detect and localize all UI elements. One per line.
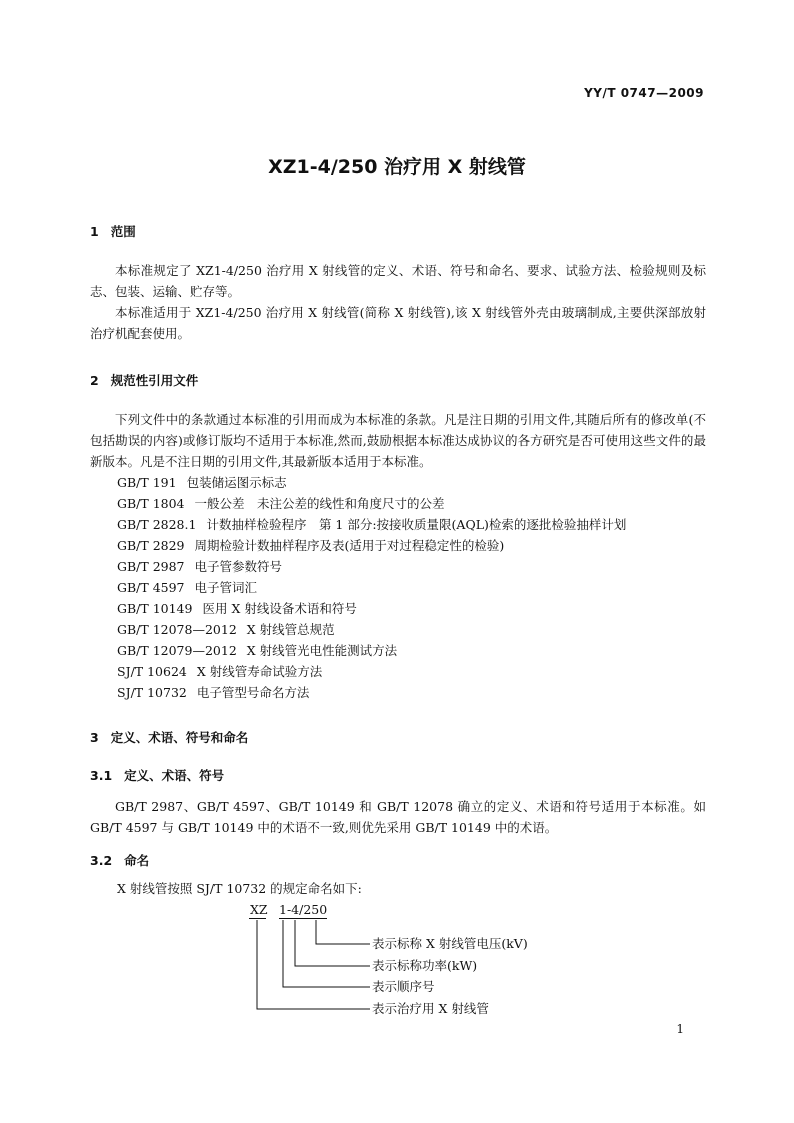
- reference-code: GB/T 12078—2012: [117, 622, 237, 637]
- document-title: XZ1-4/250 治疗用 X 射线管: [268, 156, 526, 178]
- leader-voltage: [316, 920, 370, 944]
- reference-code: GB/T 12079—2012: [117, 643, 237, 658]
- reference-title: 医用 X 射线设备术语和符号: [202, 601, 357, 616]
- reference-code: GB/T 4597: [117, 580, 185, 595]
- section-3-2-number: 3.2: [90, 853, 113, 868]
- legend-voltage: 表示标称 X 射线管电压(kV): [372, 936, 528, 951]
- section-3-title: 定义、术语、符号和命名: [110, 730, 249, 745]
- section-2-title: 规范性引用文件: [110, 373, 199, 388]
- naming-intro: X 射线管按照 SJ/T 10732 的规定命名如下:: [117, 881, 362, 896]
- section-3-number: 3: [90, 730, 99, 745]
- reference-title: X 射线管寿命试验方法: [196, 664, 323, 679]
- reference-title: 一般公差 未注公差的线性和角度尺寸的公差: [194, 496, 445, 511]
- section-1-title: 范围: [110, 224, 136, 239]
- reference-title: X 射线管总规范: [246, 622, 335, 637]
- reference-code: GB/T 2828.1: [117, 517, 197, 532]
- section-1-number: 1: [90, 224, 99, 239]
- legend-power: 表示标称功率(kW): [372, 958, 478, 973]
- leader-type: [257, 920, 370, 1009]
- section-3-1-title: 定义、术语、符号: [124, 768, 225, 783]
- section-1-paragraph-1: 本标准规定了 XZ1-4/250 治疗用 X 射线管的定义、术语、符号和命名、要求、试验方法、检验规则及标志、包装、运输、贮存等。: [90, 263, 706, 299]
- standard-code: YY/T 0747—2009: [584, 86, 704, 100]
- section-3-1-number: 3.1: [90, 768, 113, 783]
- reference-code: GB/T 2829: [117, 538, 185, 553]
- reference-code: GB/T 1804: [117, 496, 185, 511]
- leader-sequence: [283, 920, 370, 987]
- leader-power: [295, 920, 370, 966]
- naming-code-number: 1-4/250: [279, 902, 328, 917]
- reference-title: 电子管参数符号: [194, 559, 283, 574]
- section-2-number: 2: [90, 373, 99, 388]
- section-3-1-paragraph: GB/T 2987、GB/T 4597、GB/T 10149 和 GB/T 12078 确立的定义、术语和符号适用于本标准。如 GB/T 4597 与 GB/T 10149 中的术语不一致,则优先采用 GB/T 10149 中的术语。: [90, 799, 706, 835]
- reference-code: GB/T 2987: [117, 559, 185, 574]
- reference-title: X 射线管光电性能测试方法: [246, 643, 398, 658]
- reference-title: 电子管型号命名方法: [196, 685, 310, 700]
- reference-code: GB/T 10149: [117, 601, 193, 616]
- reference-code: SJ/T 10624: [117, 664, 187, 679]
- reference-title: 电子管词汇: [194, 580, 258, 595]
- reference-title: 计数抽样检验程序 第 1 部分:按接收质量限(AQL)检索的逐批检验抽样计划: [206, 517, 627, 532]
- section-1-paragraph-2: 本标准适用于 XZ1-4/250 治疗用 X 射线管(简称 X 射线管),该 X 射线管外壳由玻璃制成,主要供深部放射治疗机配套使用。: [90, 305, 706, 341]
- legend-type: 表示治疗用 X 射线管: [372, 1001, 489, 1016]
- section-2-intro: 下列文件中的条款通过本标准的引用而成为本标准的条款。凡是注日期的引用文件,其随后所有的修改单(不包括勘误的内容)或修订版均不适用于本标准,然而,鼓励根据本标准达成协议的各方研究是否可使用这些文件的最新版本。凡是不注日期的引用文件,其最新版本适用于本标准。: [90, 412, 706, 469]
- reference-code: SJ/T 10732: [117, 685, 187, 700]
- section-3-2-title: 命名: [124, 853, 150, 868]
- reference-code: GB/T 191: [117, 475, 177, 490]
- naming-code-prefix: XZ: [250, 902, 268, 917]
- page-number: 1: [676, 1022, 684, 1036]
- reference-title: 包装储运图示标志: [186, 475, 287, 490]
- reference-title: 周期检验计数抽样程序及表(适用于对过程稳定性的检验): [194, 538, 505, 553]
- legend-sequence: 表示顺序号: [372, 979, 435, 994]
